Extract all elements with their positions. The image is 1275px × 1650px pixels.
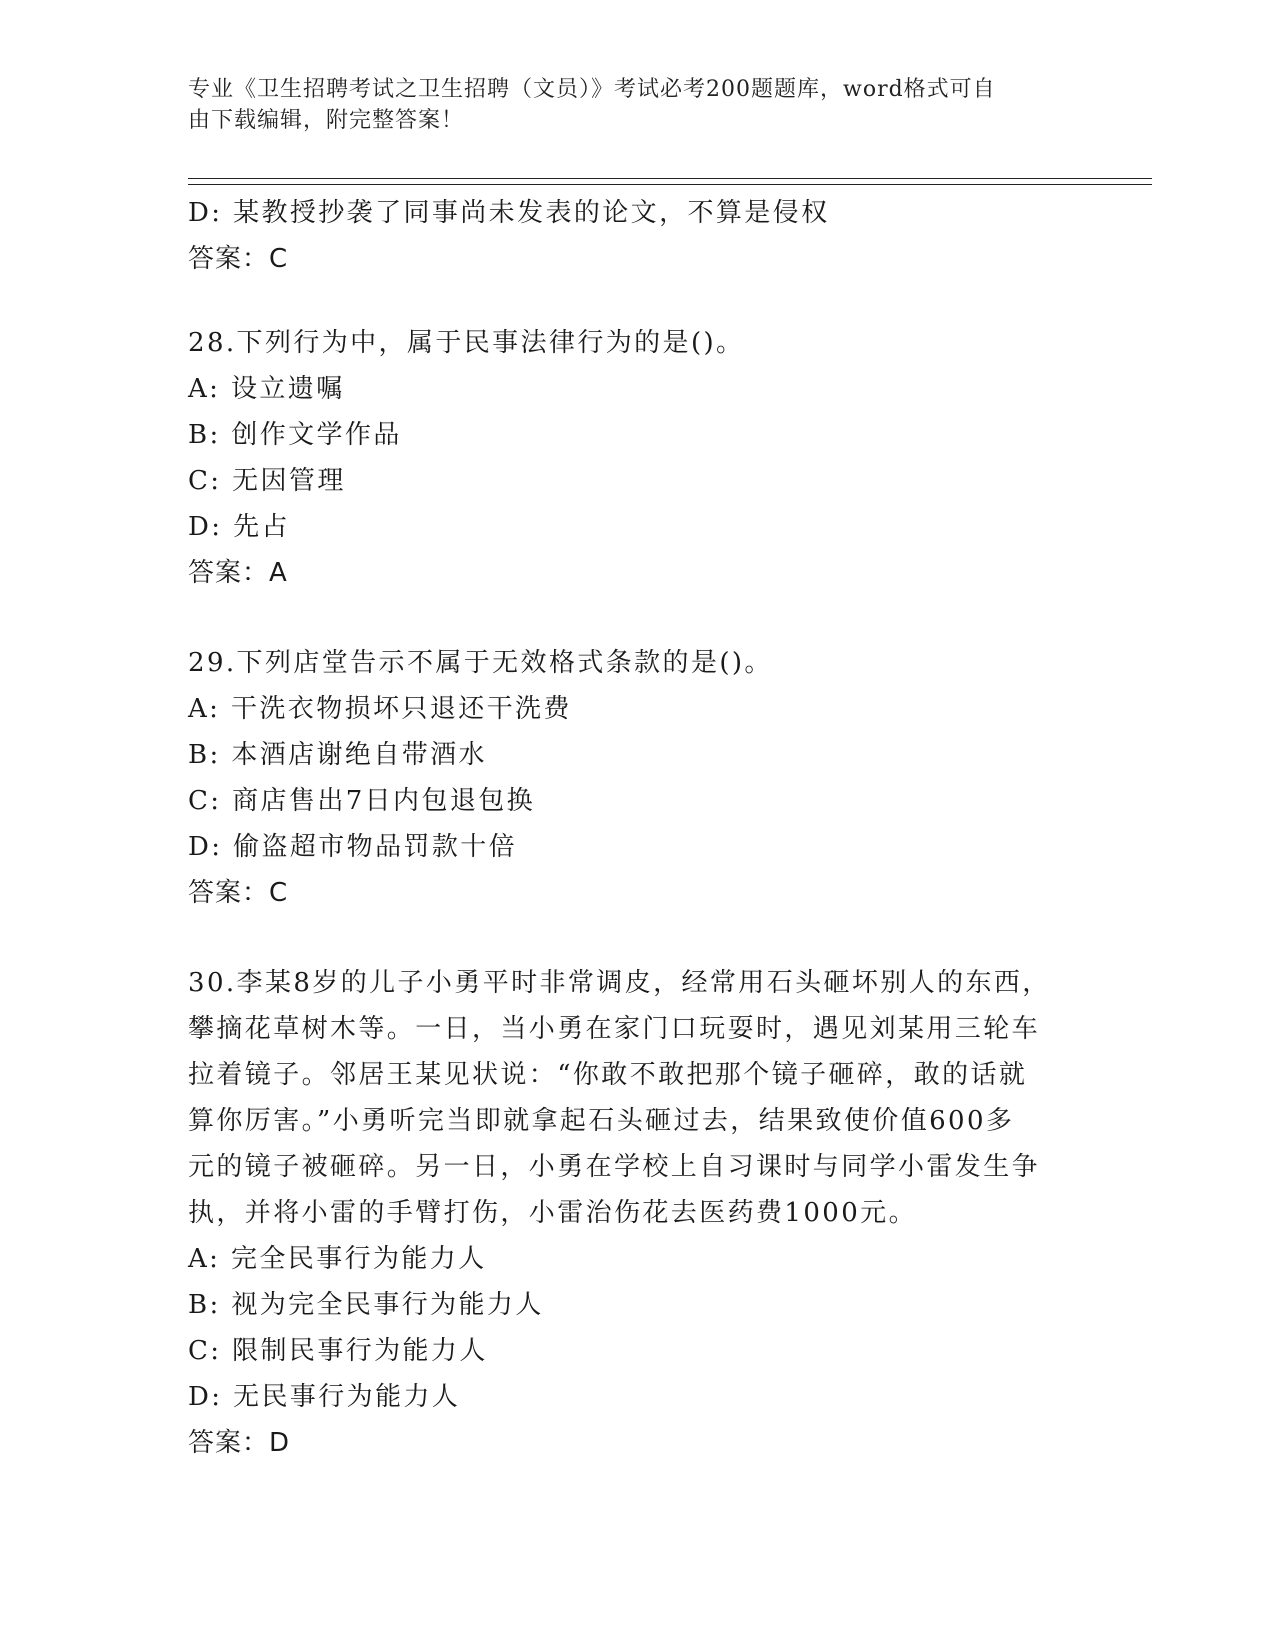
option-c: C: 限制民事行为能力人 [188,1336,488,1366]
option-a: A: 完全民事行为能力人 [188,1244,487,1274]
question-content [188,190,1068,1466]
question-stem-line: 攀摘花草树木等。一日，当小勇在家门口玩耍时，遇见刘某用三轮车 [188,1014,1041,1044]
question-stem-line: 30.李某8岁的儿子小勇平时非常调皮，经常用石头砸坏别人的东西， [188,968,1051,998]
question-stem: 28.下列行为中，属于民事法律行为的是()。 [188,328,745,358]
header-divider-top [188,178,1152,179]
question-stem-line: 元的镜子被砸碎。另一日，小勇在学校上自习课时与同学小雷发生争 [188,1152,1041,1182]
header-divider-bottom [188,184,1152,185]
header-line-2: 由下载编辑，附完整答案！ [188,108,465,133]
option-d: D: 无民事行为能力人 [188,1382,461,1412]
option-b: B: 本酒店谢绝自带酒水 [188,740,487,770]
option-a: A: 干洗衣物损坏只退还干洗费 [188,694,572,724]
option-d: D: 偷盗超市物品罚款十倍 [188,832,518,862]
answer-line: 答案：C [188,878,289,908]
question-stem-line: 算你厉害。”小勇听完当即就拿起石头砸过去，结果致使价值600多 [188,1106,1015,1136]
option-b: B: 创作文学作品 [188,420,402,450]
document-header [188,74,1068,136]
question-30 [188,960,1068,1466]
answer-line: 答案：A [188,558,288,588]
answer-line: 答案：D [188,1428,291,1458]
option-c: C: 无因管理 [188,466,346,496]
header-line-1: 专业《卫生招聘考试之卫生招聘（文员）》考试必考200题题库，word格式可自 [188,77,996,102]
option-d: D: 先占 [188,512,290,542]
question-28 [188,320,1068,596]
option-b: B: 视为完全民事行为能力人 [188,1290,544,1320]
option-a: A: 设立遗嘱 [188,374,345,404]
question-stem: 29.下列店堂告示不属于无效格式条款的是()。 [188,648,773,678]
question-29 [188,640,1068,916]
answer-line: 答案：C [188,244,289,274]
option-d: D: 某教授抄袭了同事尚未发表的论文，不算是侵权 [188,198,830,228]
question-stem-line: 拉着镜子。邻居王某见状说：“你敢不敢把那个镜子砸碎，敢的话就 [188,1060,1028,1090]
question-stem-line: 执，并将小雷的手臂打伤，小雷治伤花去医药费1000元。 [188,1198,917,1228]
option-c: C: 商店售出7日内包退包换 [188,786,536,816]
